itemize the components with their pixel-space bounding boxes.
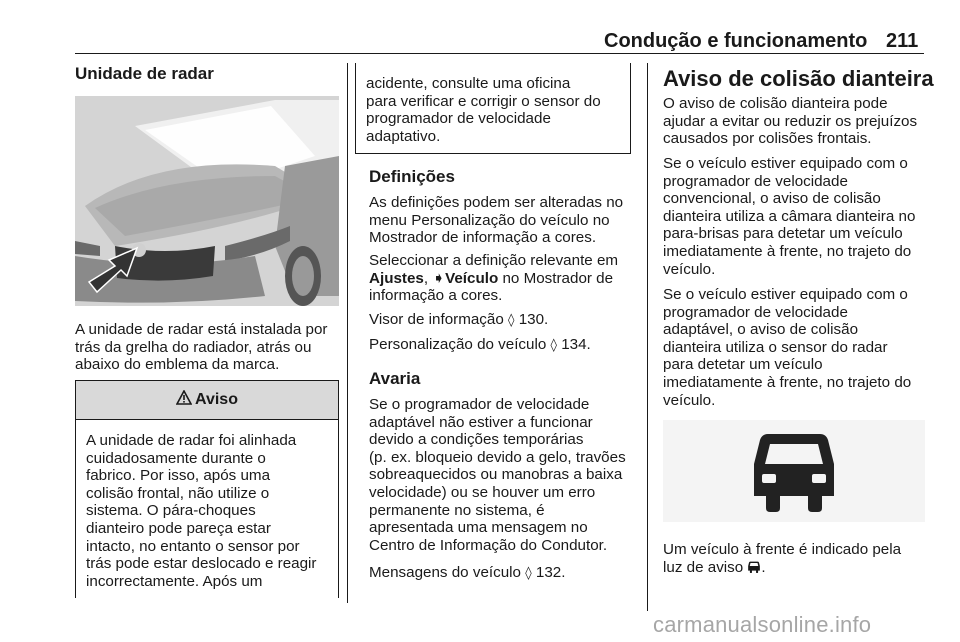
ref-personalizacao[interactable]: Personalização do veículo ◊ 134. (369, 336, 591, 353)
warning-title: Aviso (195, 391, 238, 408)
radar-caption: A unidade de radar está instalada por trás da grelha do radiador, atrás ou abaixo do emblema da marca. (75, 321, 328, 374)
section-heading-avaria: Avaria (369, 369, 421, 388)
menu-ajustes: Ajustes (369, 269, 424, 287)
warning-header (75, 380, 339, 420)
ref-mensagens-veiculo[interactable]: Mensagens do veículo ◊ 132. (369, 564, 566, 581)
avaria-text: Se o programador de velocidade adaptável não estiver a funcionar devido a condições temporárias (p. ex. bloqueio devido a gelo, travões sobreaquecidos ou manobras a baixa velocidade) ou se houver um erro permanente no sistema, é apresentada uma mensagem no Centro de Informação do Condutor. (369, 396, 626, 554)
menu-veiculo: Veículo (445, 269, 499, 287)
colisao-para-1: O aviso de colisão dianteira pode ajudar a evitar ou reduzir os prejuízos causados por colisões frontais. (663, 95, 918, 148)
vehicle-ahead-icon (752, 430, 836, 512)
header-rule (75, 53, 924, 54)
warning-text: A unidade de radar foi alinhada cuidadosamente durante o fabrico. Por isso, após uma colisão frontal, não utilize o sistema. O pára-choques dianteiro pode pareça estar intacto, no entanto o sensor por trás pode estar deslocado e reagir incorrectamente. Após um (86, 432, 317, 590)
column-divider-2 (647, 63, 648, 611)
watermark: carmanualsonline.info (653, 612, 872, 637)
vehicle-ahead-icon-panel (663, 420, 925, 522)
column-divider-1 (347, 63, 348, 603)
vehicle-ahead-caption: Um veículo à frente é indicado pela luz de aviso . (663, 541, 902, 576)
definicoes-para-1: As definições podem ser alteradas no menu Personalização do veículo no Mostrador de informação a cores. (369, 194, 624, 247)
page-number: 211 (886, 30, 919, 52)
page-header-title: Condução e funcionamento (604, 30, 868, 52)
definicoes-para-2: Seleccionar a definição relevante em Ajustes, ➧Veículo no Mostrador de informação a cores. (369, 252, 619, 305)
vehicle-ahead-indicator-icon (747, 559, 761, 576)
colisao-para-2: Se o veículo estiver equipado com o programador de velocidade convencional, o aviso de colisão dianteira utiliza a câmara dianteira no para-brisas para detetar um veículo imediatamente à frente, no trajeto do veículo. (663, 155, 916, 278)
reference-icon: ◊ (508, 313, 515, 328)
section-heading-aviso-colisao: Aviso de colisão dianteira (663, 66, 934, 91)
section-heading-definicoes: Definições (369, 167, 455, 186)
warning-continuation-text: acidente, consulte uma oficina para verificar e corrigir o sensor do programador de velocidade adaptativo. (366, 75, 601, 145)
warning-triangle-icon (176, 390, 192, 410)
reference-icon: ◊ (550, 338, 557, 353)
ref-visor-informacao[interactable]: Visor de informação ◊ 130. (369, 311, 549, 328)
menu-arrow: ➧ (432, 269, 446, 287)
section-heading-radar: Unidade de radar (75, 64, 214, 83)
car-front-radar-arrow-illustration-icon (75, 96, 339, 306)
colisao-para-3: Se o veículo estiver equipado com o programador de velocidade adaptável, o aviso de colisão dianteira utiliza o sensor do radar para detetar um veículo imediatamente à frente, no trajeto do veículo. (663, 286, 912, 409)
reference-icon: ◊ (525, 566, 532, 581)
car-front-radar-illustration (75, 96, 339, 306)
